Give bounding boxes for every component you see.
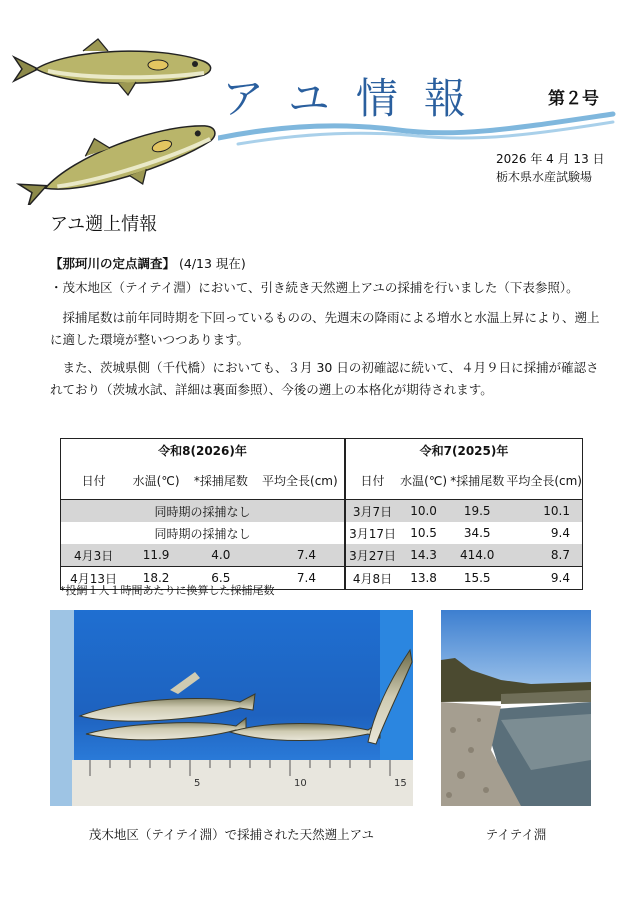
col-date: 日付: [346, 461, 400, 500]
ayu-fish-photo: [50, 610, 413, 806]
photo-caption-river: テイテイ淵: [485, 827, 547, 842]
cell-count: 414.0: [448, 544, 506, 567]
cell-temp: 11.9: [126, 544, 186, 567]
cell-temp: 10.5: [410, 526, 437, 540]
cell-length: 9.4: [506, 567, 582, 590]
cell-date: 4月13日: [61, 567, 127, 590]
cell-date: 4月3日: [61, 544, 127, 567]
ayu-fish-illustration-icon: [8, 30, 218, 205]
table-row: [346, 500, 583, 523]
no-catch-note: 同時期の採捕なし: [61, 500, 345, 523]
ruler-label-5: 5: [194, 778, 201, 789]
issue-number: 第２号: [548, 89, 599, 109]
cell-temp: 14.3: [399, 544, 448, 567]
col-temp: 水温(℃): [400, 473, 447, 488]
table-year-2025: 令和7(2025)年: [346, 439, 583, 462]
publication-date: 2026 年 4 月 13 日: [496, 152, 605, 166]
col-temp: 水温(℃): [132, 473, 180, 488]
cell-date: 3月17日: [346, 522, 400, 544]
cell-count: 15.5: [448, 567, 506, 590]
col-date: 日付: [81, 473, 106, 488]
wave-decoration-icon: [218, 108, 618, 148]
catch-table-2025: [345, 438, 583, 590]
cell-date: 3月27日: [346, 544, 400, 567]
section-title: アユ遡上情報: [50, 214, 158, 235]
table-row: [61, 522, 345, 544]
photo-caption-fish: 茂木地区（テイテイ淵）で採捕された天然遡上アユ: [88, 827, 375, 842]
cell-temp: 13.8: [399, 567, 448, 590]
newsletter-title: アユ情報: [222, 74, 492, 123]
table-row: [61, 500, 345, 523]
ruler-label-10: 10: [294, 778, 307, 789]
table-row: [346, 544, 583, 567]
paragraph-3: また、茨城県側（千代橋）においても、３月 30 日の初確認に続いて、４月９日に採捕が確認されており（茨城水試、詳細は裏面参照）、今後の遡上の本格化が期待されます。: [50, 360, 599, 397]
col-count: *採捕尾数: [193, 473, 248, 488]
col-length: 平均全長(cm): [506, 473, 582, 488]
table-row: [346, 522, 583, 544]
no-catch-note: 同時期の採捕なし: [154, 526, 251, 541]
cell-length: 8.7: [506, 544, 582, 567]
table-footnote: *投網１人１時間あたりに換算した採捕尾数: [60, 584, 275, 597]
survey-subheading: [50, 254, 246, 272]
organization-name: 栃木県水産試験場: [496, 170, 593, 184]
survey-date: (4/13 現在): [179, 256, 246, 271]
table-year-2026: 令和8(2026)年: [158, 443, 247, 458]
col-length: 平均全長(cm): [262, 473, 338, 488]
cell-date: 4月8日: [346, 567, 400, 590]
catch-table-2026: [60, 438, 345, 590]
paragraph-2: 採捕尾数は前年同時期を下回っているものの、先週末の降雨による増水と水温上昇により、遡上に適した環境が整いつつあります。: [50, 310, 600, 347]
col-count: *採捕尾数: [450, 473, 505, 488]
cell-temp: 18.2: [126, 567, 186, 590]
cell-length: 9.4: [550, 526, 570, 540]
cell-length: 10.1: [506, 500, 582, 523]
table-row: [346, 567, 583, 590]
survey-label: 【那珂川の定点調査】: [50, 256, 176, 271]
cell-count: 4.0: [186, 544, 256, 567]
cell-count: 34.5: [463, 526, 491, 540]
table-row: [61, 544, 345, 567]
cell-count: 19.5: [448, 500, 506, 523]
cell-date: 3月7日: [346, 500, 400, 523]
cell-length: 7.4: [256, 544, 345, 567]
river-photo: [441, 610, 591, 806]
cell-count: 6.5: [186, 567, 256, 590]
cell-temp: 10.0: [399, 500, 448, 523]
ruler-label-15: 15: [394, 778, 407, 789]
cell-length: 7.4: [256, 567, 345, 590]
paragraph-1: ・茂木地区（テイテイ淵）において、引き続き天然遡上アユの採捕を行いました（下表参照）。: [50, 280, 579, 295]
